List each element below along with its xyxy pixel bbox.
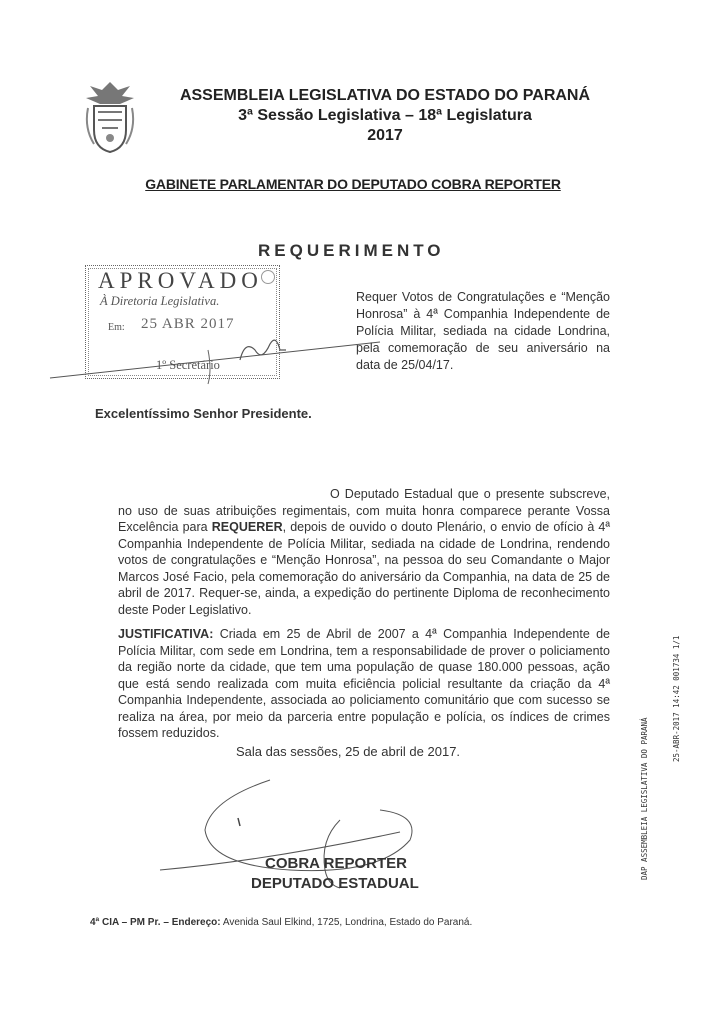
place-date: Sala das sessões, 25 de abril de 2017.: [236, 744, 461, 759]
body-part-2: , depois de ouvido o douto Plenário, o envio de ofício à 4ª Companhia Independente de Polícia Militar, sediada na cidade de Londrina, rendendo votos de congratulações e “Menção Honrosa”, na pessoa do seu Comandante o Major Marcos José Facio, pela comemoração do aniversário da Companhia, na data de 25 de abril de 2017. Requer-se, ainda, a expedição do pertinente Diploma de reconhecimento deste Poder Legislativo.: [118, 520, 610, 617]
protocol-stamp: 25-ABR-2017 14:42 001734 1/1: [672, 635, 681, 762]
request-body: [118, 486, 610, 618]
header-session: 3ª Sessão Legislativa – 18ª Legislatura: [238, 107, 532, 124]
body-requerer: REQUERER: [211, 520, 283, 534]
document-title: REQUERIMENTO: [258, 241, 445, 260]
document-header: [150, 86, 620, 146]
stamp-date: 25 ABR 2017: [141, 316, 235, 332]
footer-address-text: Avenida Saul Elkind, 1725, Londrina, Estado do Paraná.: [220, 917, 473, 928]
stamp-destination: À Diretoria Legislativa.: [100, 294, 220, 308]
cabinet-title: GABINETE PARLAMENTAR DO DEPUTADO COBRA REPORTER: [145, 176, 561, 192]
header-year: 2017: [367, 127, 403, 144]
stamp-title: APROVADO: [98, 268, 263, 293]
justification: [118, 626, 610, 742]
parana-coat-of-arms-icon: [80, 78, 140, 156]
footer-address: [90, 917, 472, 928]
body-part-1: O Deputado Estadual que o presente subscreve, no uso de suas atribuições regimentais, com muita honra comparece perante Vossa Excelência para: [118, 487, 610, 534]
stamp-em-label: Em:: [108, 322, 125, 333]
footer-label: 4ª CIA – PM Pr. – Endereço:: [90, 917, 221, 928]
signatory-name: COBRA REPORTER: [265, 855, 407, 872]
justification-label: JUSTIFICATIVA:: [118, 627, 214, 641]
request-summary: Requer Votos de Congratulações e “Menção Honrosa” à 4ª Companhia Independente de Polícia Militar, sediada na cidade Londrina, pela comemoração de seu aniversário na data de 25/04/17.: [356, 290, 610, 372]
registry-stamp: DAP ASSEMBLEIA LEGISLATIVA DO PARANÁ: [640, 717, 649, 880]
seal-icon: [261, 270, 275, 284]
stamp-secretary: 1º Secretário: [156, 358, 220, 372]
signatory-role: DEPUTADO ESTADUAL: [251, 875, 419, 892]
salutation: Excelentíssimo Senhor Presidente.: [95, 406, 312, 421]
stamp-signature-icon: [40, 320, 400, 390]
justification-text: Criada em 25 de Abril de 2007 a 4ª Companhia Independente de Polícia Militar, com sede em Londrina, tem a responsabilidade de prover o policiamento da região norte da cidade, que tem uma população de quase 180.000 pessoas, ação que está sendo realizada com muita eficiência policial resultante da criação da 4ª Companhia Independente, associada ao policiamento comunitário que com sucesso se realiza na área, por meio da parceria entre população e polícia, os índices de crimes fossem reduzidos.: [118, 627, 610, 740]
header-assembly: ASSEMBLEIA LEGISLATIVA DO ESTADO DO PARANÁ: [179, 87, 591, 104]
